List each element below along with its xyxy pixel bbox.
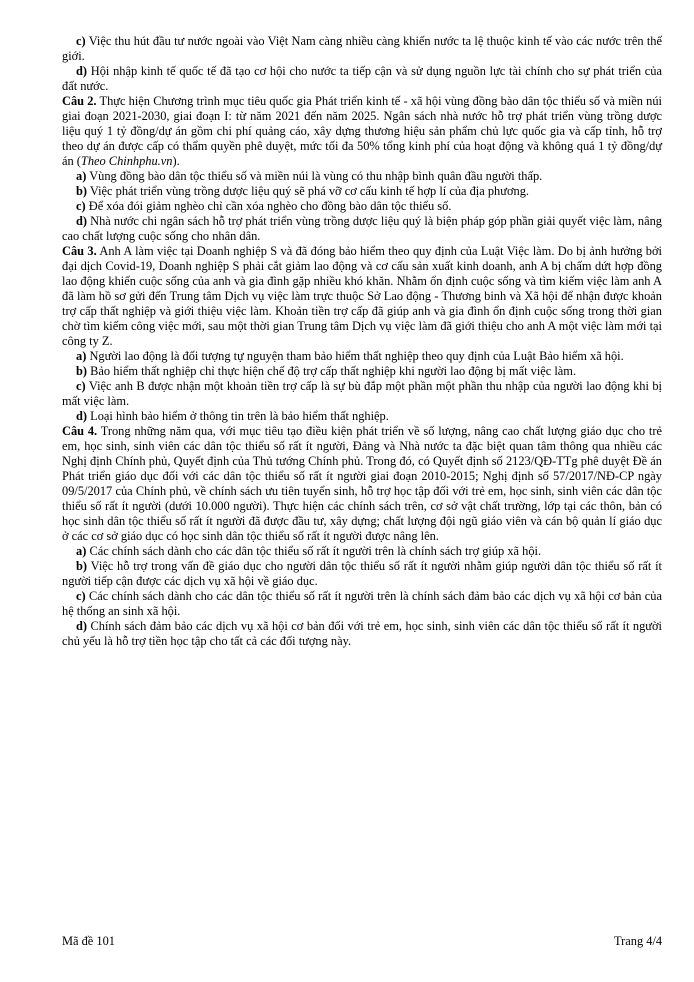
option-label: b) — [76, 184, 88, 198]
option-text: Việc thu hút đầu tư nước ngoài vào Việt Nam càng nhiều càng khiến nước ta lệ thuộc kinh tế vào các nước trên thế giới. — [62, 34, 663, 63]
q2-option-c — [62, 199, 662, 214]
q2-option-b — [62, 184, 662, 199]
q3-option-a — [62, 349, 662, 364]
question-title: Câu 3. — [62, 244, 97, 258]
option-text: Vùng đồng bào dân tộc thiểu số và miền núi là vùng có thu nhập bình quân đầu người thấp. — [89, 169, 543, 183]
q3-option-b — [62, 364, 662, 379]
question-body: Thực hiện Chương trình mục tiêu quốc gia Phát triển kinh tế - xã hội vùng đồng bào dân tộc thiểu số và miền núi giai đoạn 2021-2030, giai đoạn I: từ năm 2021 đến năm 2025. Ngân sách nhà nước hỗ trợ phát triển vùng trồng dược liệu quý 1 tỷ đồng/dự án gồm chi phí quảng cáo, xây dựng thương hiệu sản phẩm chủ lực quốc gia và cấp tỉnh, hỗ trợ theo dự án được cấp có thẩm quyền phê duyệt, mức tối đa 50% tổng kinh phí của hoạt động và không quá 1 tỷ đồng/dự án ( — [62, 94, 662, 168]
q2-stem — [62, 94, 662, 169]
q2-option-d — [62, 214, 662, 244]
option-label: c) — [76, 589, 86, 603]
option-text: Hội nhập kinh tế quốc tế đã tạo cơ hội cho nước ta tiếp cận và sử dụng nguồn lực tài chính cho sự phát triển của đất nước. — [62, 64, 662, 93]
option-text: Bảo hiểm thất nghiệp chỉ thực hiện chế độ trợ cấp thất nghiệp khi người lao động bị mất việc làm. — [90, 364, 577, 378]
q1-option-c — [62, 34, 662, 64]
exam-code: Mã đề 101 — [62, 934, 115, 948]
option-text: Việc hỗ trợ trong vấn đề giáo dục cho người dân tộc thiểu số rất ít người nhằm giúp người dân tộc thiểu số rất ít người tiếp cận được các dịch vụ xã hội về giáo dục. — [62, 559, 662, 588]
question-title: Câu 2. — [62, 94, 97, 108]
page-number: Trang 4/4 — [614, 934, 663, 948]
option-label: b) — [76, 364, 88, 378]
option-label: a) — [76, 544, 87, 558]
option-text: Việc phát triển vùng trồng dược liệu quý sẽ phá vỡ cơ cấu kinh tế hợp lí của địa phương. — [89, 184, 529, 198]
option-text: Các chính sách dành cho các dân tộc thiểu số rất ít người trên là chính sách đảm bảo các dịch vụ xã hội cơ bản của hệ thống an sinh xã hội. — [62, 589, 662, 618]
exam-content — [62, 34, 662, 649]
option-label: d) — [76, 409, 88, 423]
option-label: c) — [76, 34, 86, 48]
option-label: d) — [76, 619, 88, 633]
q1-option-d — [62, 64, 662, 94]
question-title: Câu 4. — [62, 424, 98, 438]
q3-option-d — [62, 409, 662, 424]
q3-option-c — [62, 379, 662, 409]
option-text: Việc anh B được nhận một khoản tiền trợ cấp là sự bù đắp một phần một phần thu nhập của người lao động khi bị mất việc làm. — [62, 379, 663, 408]
option-text: Chính sách đảm bảo các dịch vụ xã hội cơ bản đối với trẻ em, học sinh, sinh viên các dân tộc thiểu số rất ít người chủ yếu là hỗ trợ tiền học tập cho tất cả các đối tượng này. — [62, 619, 662, 648]
q4-option-b — [62, 559, 662, 589]
option-text: Nhà nước chi ngân sách hỗ trợ phát triển vùng trồng dược liệu quý là biện pháp góp phần giải quyết việc làm, nâng cao chất lượng cuộc sống cho nhân dân. — [62, 214, 662, 243]
option-label: d) — [76, 64, 88, 78]
q3-stem — [62, 244, 662, 349]
q2-option-a — [62, 169, 662, 184]
option-label: a) — [76, 349, 87, 363]
source-citation: Theo Chinhphu.vn — [80, 154, 173, 168]
option-label: b) — [76, 559, 88, 573]
q4-option-c — [62, 589, 662, 619]
option-label: a) — [76, 169, 87, 183]
option-text: Để xóa đói giảm nghèo chỉ cần xóa nghèo cho đồng bào dân tộc thiểu số. — [88, 199, 452, 213]
question-body-end: ). — [172, 154, 180, 168]
question-body: Trong những năm qua, với mục tiêu tạo điều kiện phát triển về số lượng, nâng cao chất lượng giáo dục cho trẻ em, học sinh, sinh viên các dân tộc thiểu số rất ít người, Đảng và Nhà nước ta đặc biệt quan tâm thông qua nhiều các Nghị định Chính phủ, Quyết định của Thủ tướng Chính phủ. Trong đó, có Quyết định số 2123/QĐ-TTg phê duyệt Đề án Phát triển giáo dục đối với các dân tộc thiểu số rất ít người giai đoạn 2010-2015; Nghị định số 57/2017/NĐ-CP ngày 09/5/2017 của Chính phủ, về chính sách ưu tiên tuyển sinh, hỗ trợ học tập đối với trẻ em, học sinh, sinh viên các dân tộc thiểu số rất ít người (dưới 10.000 người). Thực hiện các chính sách trên, cơ sở vật chất trường, lớp tại các thôn, bản có học sinh dân tộc thiểu số rất ít người đã được đầu tư, xây dựng; chất lượng đội ngũ giáo viên và cán bộ quản lí giáo dục ở các cơ sở giáo dục có học sinh dân tộc thiểu số rất ít người được nâng lên. — [62, 424, 662, 543]
option-label: c) — [76, 199, 86, 213]
option-label: c) — [76, 379, 86, 393]
option-text: Người lao động là đối tượng tự nguyện tham bảo hiểm thất nghiệp theo quy định của Luật Bảo hiểm xã hội. — [89, 349, 624, 363]
option-label: d) — [76, 214, 88, 228]
q4-option-a — [62, 544, 662, 559]
option-text: Loại hình bảo hiểm ở thông tin trên là bảo hiểm thất nghiệp. — [90, 409, 389, 423]
question-body: Anh A làm việc tại Doanh nghiệp S và đã đóng bảo hiểm theo quy định của Luật Việc làm. Do bị ảnh hưởng bởi đại dịch Covid-19, Doanh nghiệp S phải cắt giảm lao động và cơ cấu sản xuất kinh doanh, anh A bị chấm dứt hợp đồng lao động khiến cuộc sống của anh và gia đình gặp nhiều khó khăn. Nhằm ổn định cuộc sống và tìm kiếm việc làm anh A đã làm hồ sơ gửi đến Trung tâm Dịch vụ việc làm trực thuộc Sở Lao động - Thương binh và Xã hội để nhận được khoản trợ cấp thất nghiệp và giới thiệu việc làm. Khoản tiền trợ cấp đã giúp anh và gia đình ổn định cuộc sống trong thời gian chờ tìm kiếm công việc mới, sau một thời gian Trung tâm Dịch vụ việc làm đã giới thiệu cho anh A một việc làm mới tại công ty Z. — [62, 244, 662, 348]
q4-stem — [62, 424, 662, 544]
option-text: Các chính sách dành cho các dân tộc thiểu số rất ít người trên là chính sách trợ giúp xã hội. — [89, 544, 542, 558]
q4-option-d — [62, 619, 662, 649]
